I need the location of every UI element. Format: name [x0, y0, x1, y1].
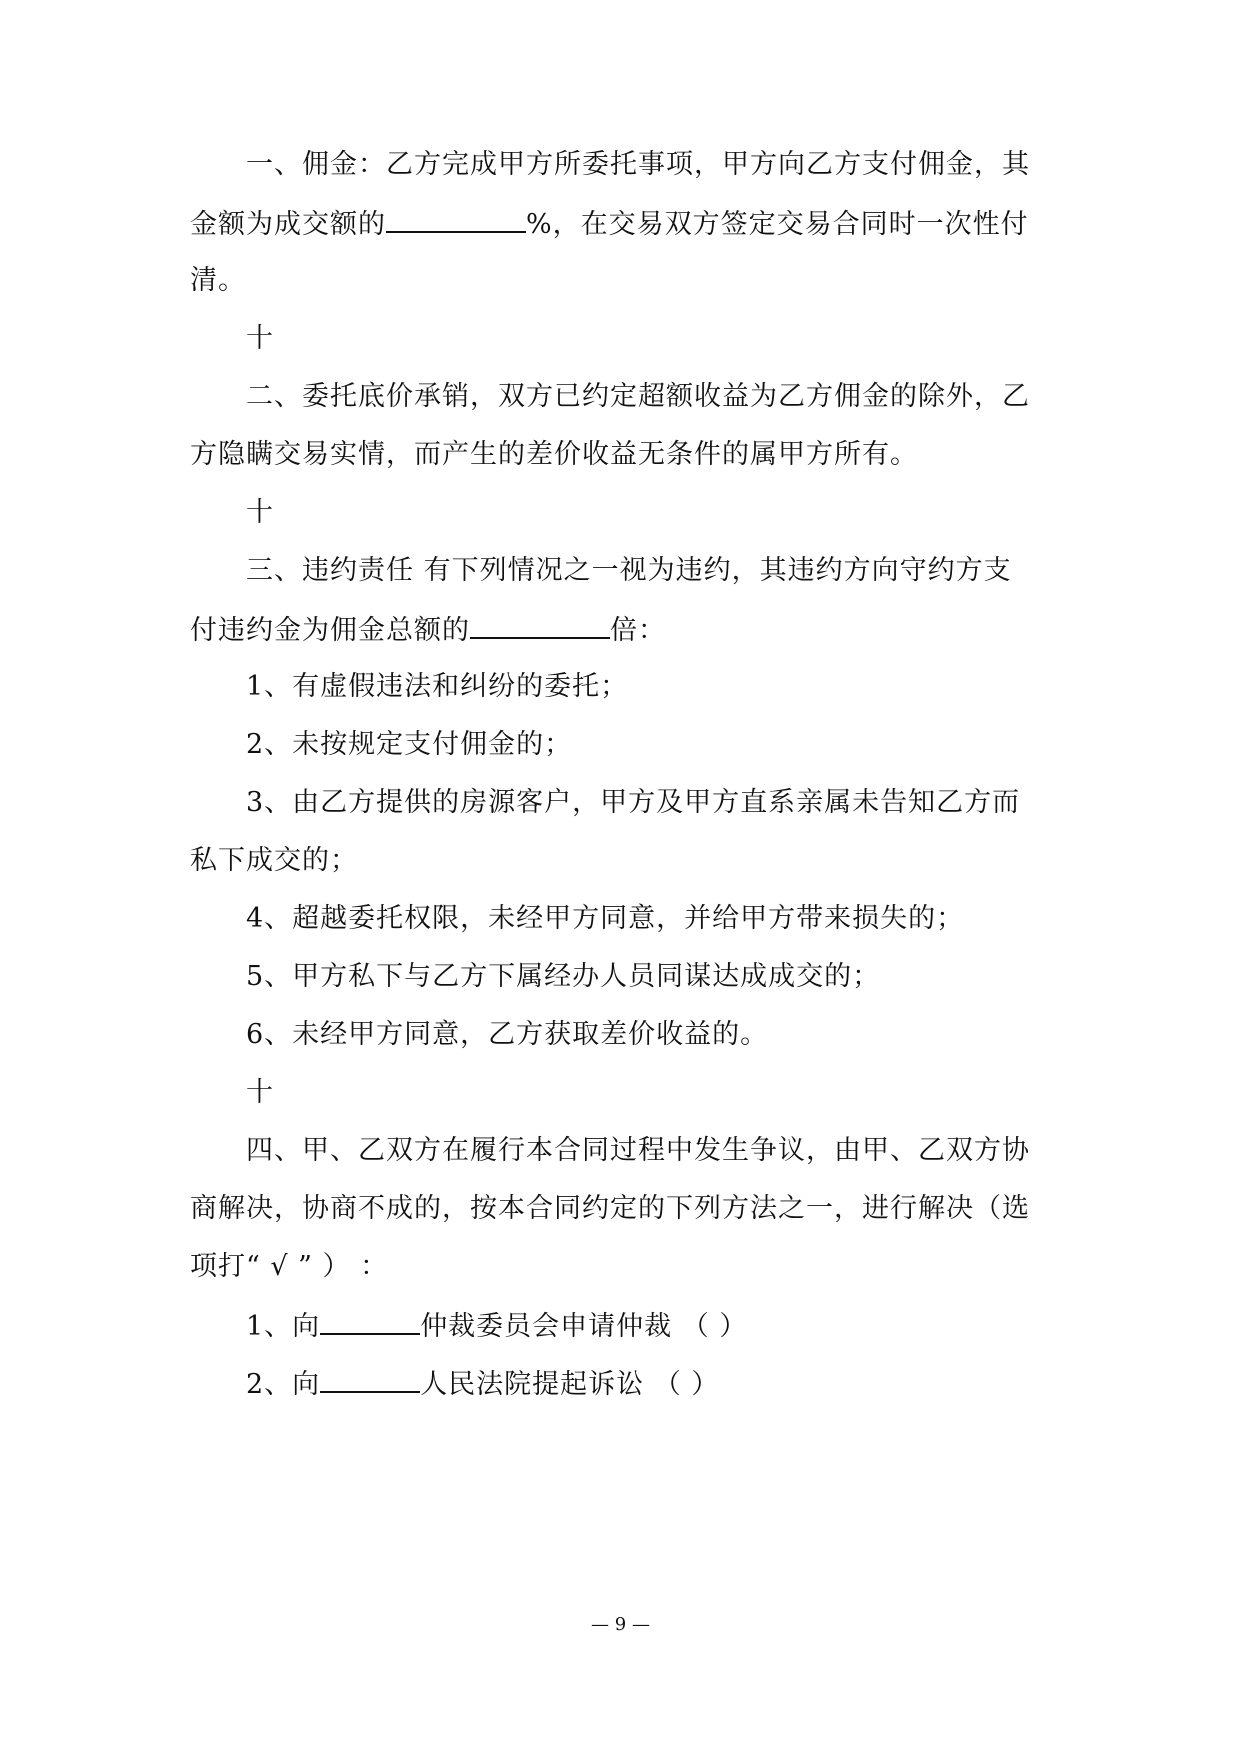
breach-item-4: 4、超越委托权限，未经甲方同意，并给甲方带来损失的；	[246, 903, 965, 934]
breach-item-3: 3、由乙方提供的房源客户，甲方及甲方直系亲属未告知乙方而	[246, 787, 1021, 818]
clause-1-line-2	[190, 205, 1029, 243]
separator-mark: 十	[246, 1077, 274, 1108]
separator-mark: 十	[246, 497, 274, 528]
clause-1-text-a: 金额为成交额的	[190, 209, 386, 240]
clause-2-line-2: 方隐瞒交易实情，而产生的差价收益无条件的属甲方所有。	[190, 439, 918, 470]
commission-rate-blank[interactable]	[386, 205, 526, 233]
breach-item-6: 6、未经甲方同意，乙方获取差价收益的。	[246, 1019, 769, 1050]
breach-item-2: 2、未按规定支付佣金的；	[246, 729, 573, 760]
dispute-option-2-prefix: 2、向	[246, 1369, 321, 1400]
dispute-option-2	[246, 1365, 719, 1403]
clause-1-text-b: %，在交易双方签定交易合同时一次性付	[526, 209, 1029, 240]
dispute-option-1	[246, 1307, 747, 1345]
clause-2-line-1: 二、委托底价承销，双方已约定超额收益为乙方佣金的除外，乙	[246, 381, 1030, 412]
clause-3-line-1: 三、违约责任 有下列情况之一视为违约，其违约方向守约方支	[246, 555, 1012, 586]
dispute-option-1-prefix: 1、向	[246, 1311, 321, 1342]
clause-3-text-b: 倍：	[610, 615, 666, 646]
breach-item-1: 1、有虚假违法和纠纷的委托；	[246, 671, 629, 702]
separator-mark: 十	[246, 323, 274, 354]
clause-4-line-2: 商解决，协商不成的，按本合同约定的下列方法之一，进行解决（选	[190, 1193, 1030, 1224]
breach-item-3-cont: 私下成交的；	[190, 845, 358, 876]
clause-1-line-1: 一、佣金：乙方完成甲方所委托事项，甲方向乙方支付佣金，其	[246, 149, 1030, 180]
page-number: — 9 —	[591, 1614, 650, 1635]
clause-1-line-3: 清。	[190, 265, 246, 296]
arbitration-committee-blank[interactable]	[320, 1307, 420, 1335]
court-name-blank[interactable]	[320, 1365, 420, 1393]
clause-3-text-a: 付违约金为佣金总额的	[190, 615, 470, 646]
clause-3-line-2	[190, 611, 666, 649]
dispute-option-2-suffix: 人民法院提起诉讼 （ ）	[420, 1369, 720, 1400]
dispute-option-1-suffix: 仲裁委员会申请仲裁 （ ）	[420, 1311, 748, 1342]
clause-4-line-3: 项打“ √ ” ） ：	[190, 1251, 389, 1282]
penalty-multiple-blank[interactable]	[470, 611, 610, 639]
clause-4-line-1: 四、甲、乙双方在履行本合同过程中发生争议，由甲、乙双方协	[246, 1135, 1030, 1166]
breach-item-5: 5、甲方私下与乙方下属经办人员同谋达成成交的；	[246, 961, 881, 992]
